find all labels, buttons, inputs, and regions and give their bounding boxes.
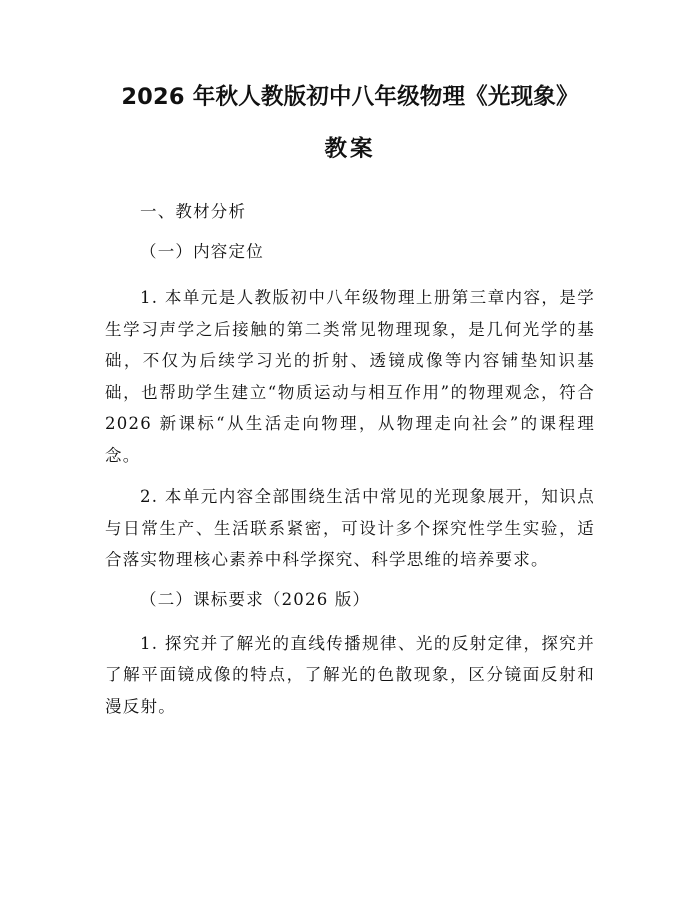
document-title-line1: 2026 年秋人教版初中八年级物理《光现象》 [121,84,579,110]
paragraph-content-positioning-2: 2. 本单元内容全部围绕生活中常见的光现象展开，知识点与日常生产、生活联系紧密，可设计多个探究性学生实验，适合落实物理核心素养中科学探究、科学思维的培养要求。 [105,487,595,569]
paragraph-curriculum-requirements-1: 1. 探究并了解光的直线传播规律、光的反射定律，探究并了解平面镜成像的特点，了解光的色散现象，区分镜面反射和漫反射。 [105,633,595,716]
subsection-heading-curriculum-requirements: （二）课标要求（2026 版） [140,589,371,609]
paragraph-content-positioning-1: 1. 本单元是人教版初中八年级物理上册第三章内容，是学生学习声学之后接触的第二类常见物理现象，是几何光学的基础，不仅为后续学习光的折射、透镜成像等内容铺垫知识基础，也帮助学生建立“物质运动与相互作用”的物理观念，符合 2026 新课标“从生活走向物理，从物理走向社会”的课程理念。 [105,288,595,465]
section-heading-textbook-analysis: 一、教材分析 [140,202,247,221]
document-title-line2: 教案 [324,136,376,162]
subsection-heading-content-positioning: （一）内容定位 [140,242,264,261]
